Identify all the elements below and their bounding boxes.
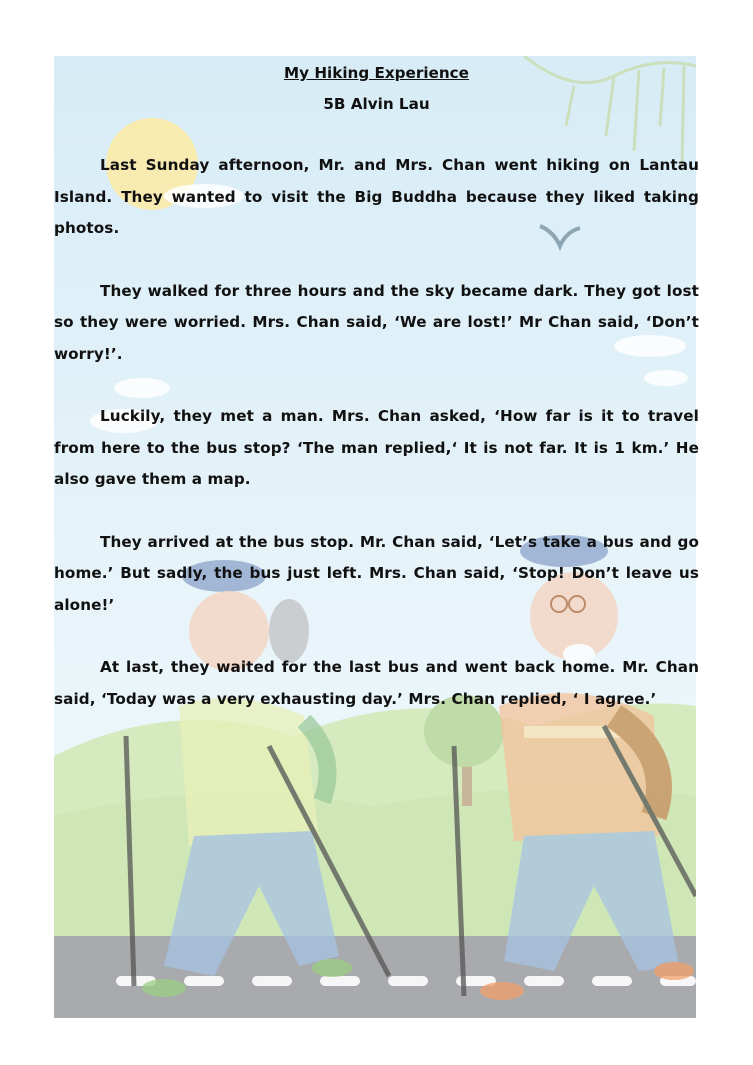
paragraph-2: They walked for three hours and the sky became dark. They got lost so they were worried. Mrs. Chan said, ‘We are lost!’ Mr Chan said, ‘Don’t worry!’. [54,281,699,363]
page-title: My Hiking Experience [284,64,469,82]
essay [54,56,699,746]
paragraph-5: At last, they waited for the last bus and went back home. Mr. Chan said, ‘Today was a very exhausting day.’ Mrs. Chan replied, ‘ I agree.’ [54,658,699,708]
paragraph-1: Last Sunday afternoon, Mr. and Mrs. Chan went hiking on Lantau Island. They wanted to visit the Big Buddha because they liked taking photos. [54,156,699,237]
author-line: 5B Alvin Lau [323,95,430,113]
paragraph-4: They arrived at the bus stop. Mr. Chan said, ‘Let’s take a bus and go home.’ But sadly, the bus just left. Mrs. Chan said, ‘Stop! Don’t leave us alone!’ [54,532,699,614]
paragraph-3: Luckily, they met a man. Mrs. Chan asked, ‘How far is it to travel from here to the bus stop? ‘The man replied,‘ It is not far. It is 1 km.’ He also gave them a map. [54,407,699,488]
